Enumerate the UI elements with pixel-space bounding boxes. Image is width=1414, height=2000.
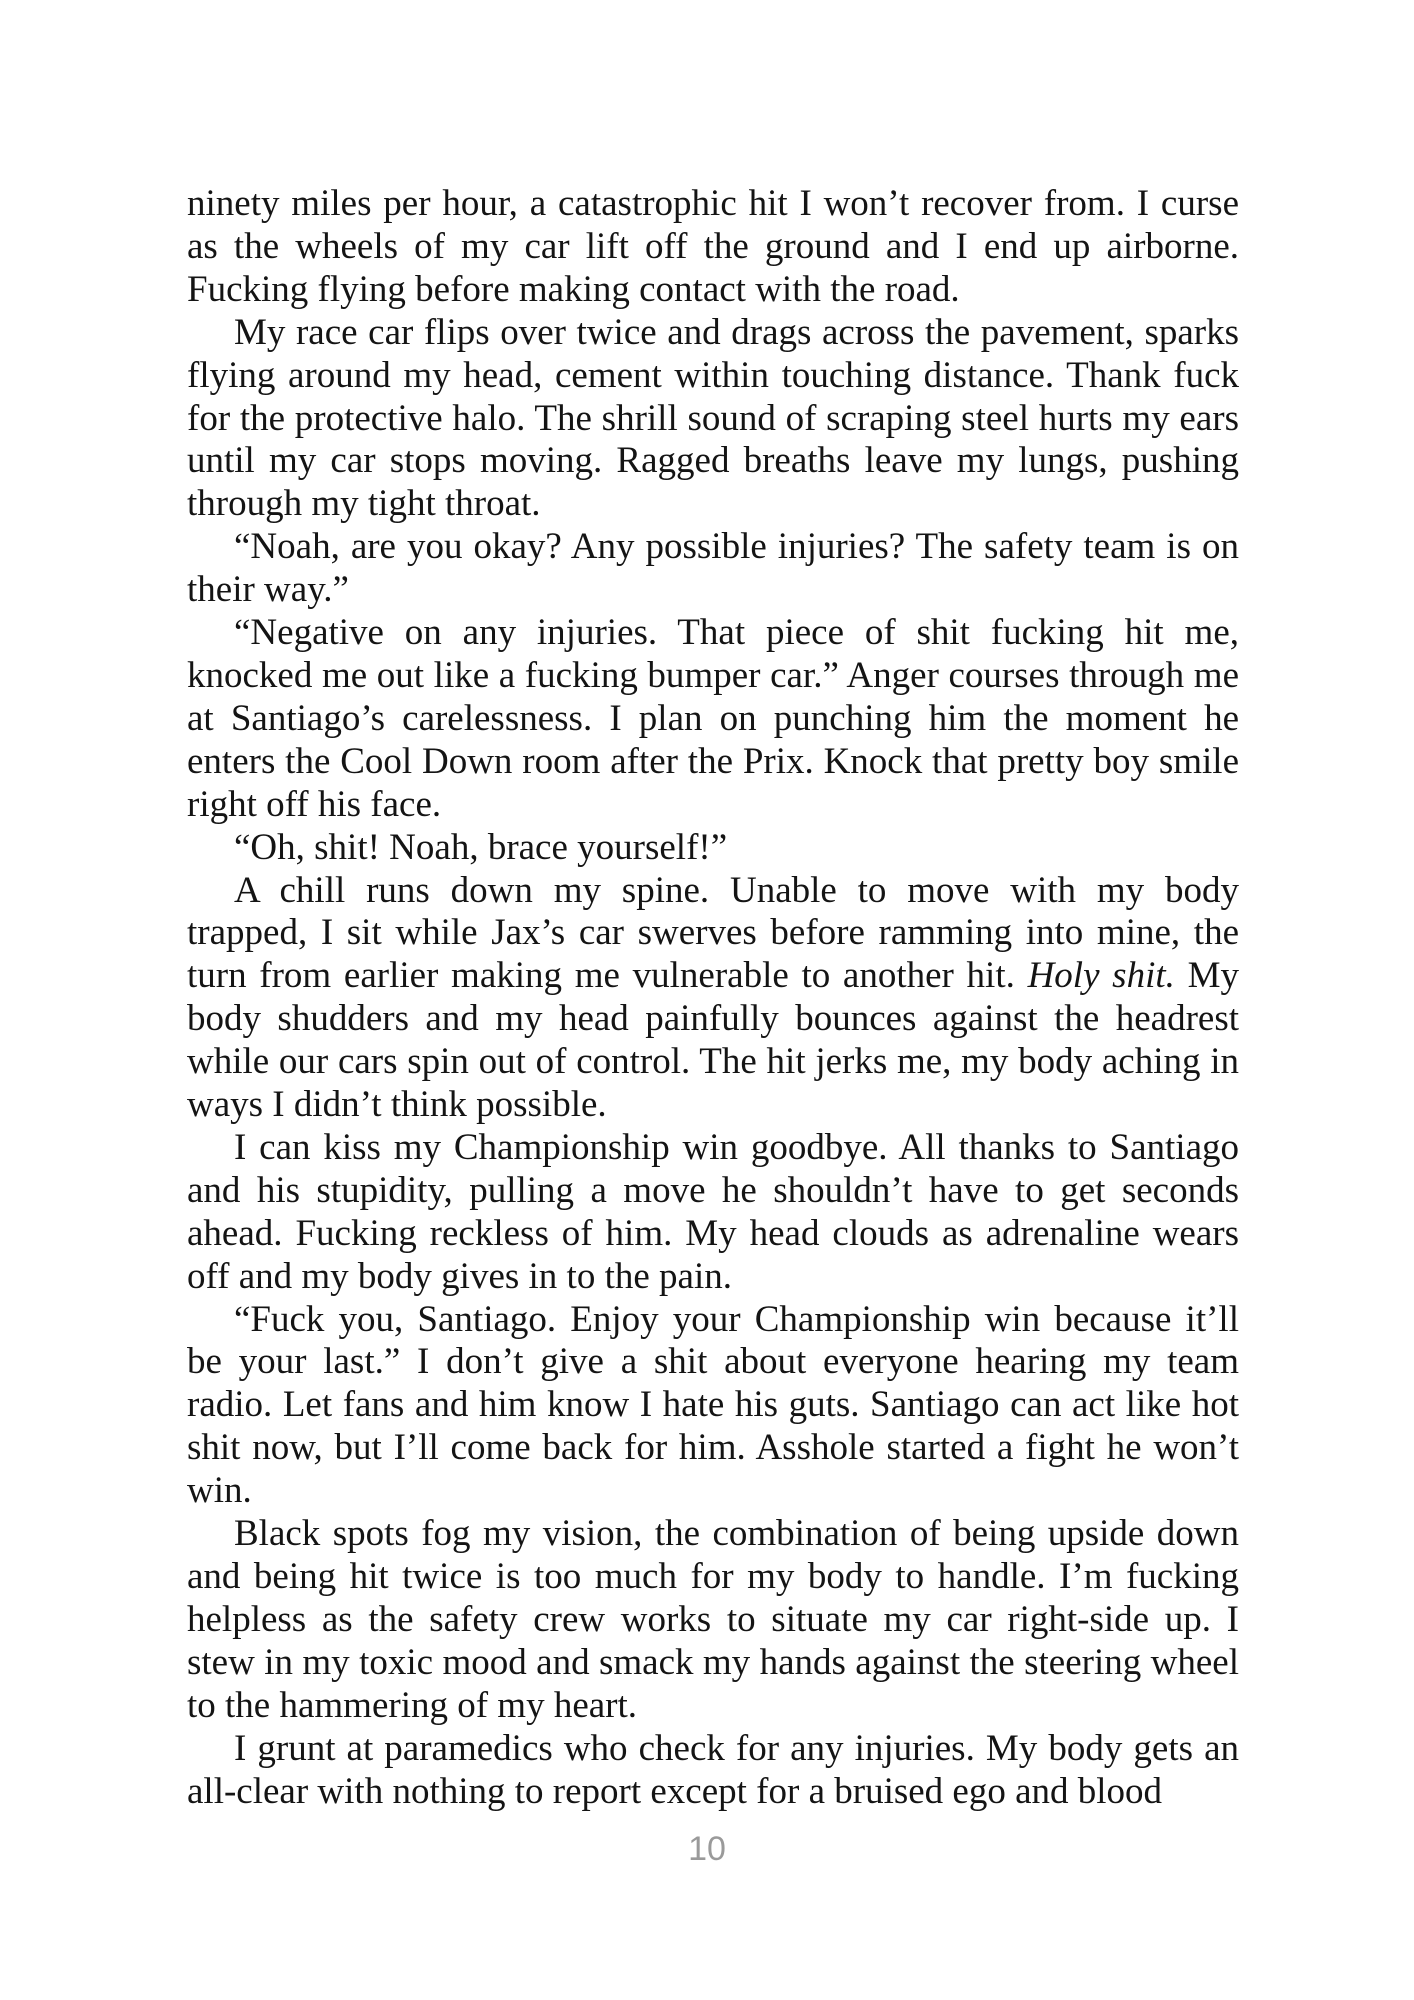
paragraph: “Negative on any injuries. That piece of shit fucking hit me, knocked me out like a fucking bumper car.” Anger courses through me at Santiago’s carelessness. I plan on punching him the moment he enters the Cool Down room after the Prix. Knock that pretty boy smile right off his face.: [187, 612, 1239, 825]
page-number: 10: [688, 1830, 726, 1868]
paragraph: ninety miles per hour, a catastrophic hit I won’t recover from. I curse as the wheels of my car lift off the ground and I end up airborne. Fucking flying before making contact with the road.: [187, 183, 1239, 310]
paragraph: My race car flips over twice and drags across the pavement, sparks flying around my head, cement within touching distance. Thank fuck for the protective halo. The shrill sound of scraping steel hurts my ears until my car stops moving. Ragged breaths leave my lungs, pushing through my tight throat.: [187, 311, 1239, 525]
paragraph: [187, 870, 1239, 1127]
paragraph: “Oh, shit! Noah, brace yourself!”: [234, 826, 728, 868]
paragraph: I can kiss my Championship win goodbye. All thanks to Santiago and his stupidity, pulling a move he shouldn’t have to get seconds ahead. Fucking reckless of him. My head clouds as adrenaline wears off and my body gives in to the pain.: [187, 1126, 1239, 1297]
italic-emphasis: Holy shit.: [1027, 955, 1175, 997]
paragraph: Black spots fog my vision, the combination of being upside down and being hit twice is too much for my body to handle. I’m fucking helpless as the safety crew works to situate my car right-side up. I stew in my toxic mood and smack my hands against the steering wheel to the hammering of my heart.: [187, 1513, 1239, 1726]
paragraph: “Fuck you, Santiago. Enjoy your Championship win because it’ll be your last.” I don’t give a shit about everyone hearing my team radio. Let fans and him know I hate his guts. Santiago can act like hot shit now, but I’ll come back for him. Asshole started a fight he won’t win.: [187, 1298, 1239, 1512]
body-text: [187, 183, 1239, 1813]
paragraph: “Noah, are you okay? Any possible injuries? The safety team is on their way.”: [187, 526, 1239, 611]
paragraph-text: My body shudders and my head painfully bounces against the headrest while our cars spin out of control. The hit jerks me, my body aching in ways I didn’t think possible.: [187, 955, 1239, 1126]
paragraph: I grunt at paramedics who check for any injuries. My body gets an all-clear with nothing to report except for a bruised ego and blood: [187, 1727, 1239, 1812]
paragraph-text: A chill runs down my spine. Unable to move with my body trapped, I sit while Jax’s car swerves before ramming into mine, the turn from earlier making me vulnerable to another hit.: [187, 869, 1239, 997]
